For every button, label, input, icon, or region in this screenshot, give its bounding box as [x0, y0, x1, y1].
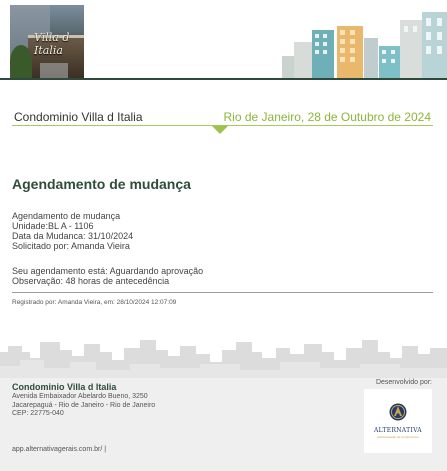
detail-type: Agendamento de mudança	[12, 211, 121, 221]
logo-text: ALTERNATIVA	[374, 427, 422, 434]
page-title: Agendamento de mudança	[12, 176, 191, 192]
alternativa-logo[interactable]	[364, 389, 432, 453]
footer-condo-name: Condominio Villa d Italia	[12, 382, 117, 392]
detail-move-date: Data da Mudanca: 31/10/2024	[12, 231, 134, 241]
detail-unit: Unidade:BL A - 1106	[12, 221, 94, 231]
observation-line: Observação: 48 horas de antecedência	[12, 276, 170, 286]
booking-details	[12, 211, 133, 251]
status-line: Seu agendamento está: Aguardando aprovação	[12, 266, 204, 276]
footer-link[interactable]: app.alternativagerais.com.br/ |	[12, 446, 107, 453]
address-line: Avenida Embaixador Abelardo Bueno, 3250	[12, 393, 148, 400]
date-line: Rio de Janeiro, 28 de Outubro de 2024	[223, 110, 431, 124]
photo-sign-text: Villa d Italia	[34, 31, 70, 57]
address-line: Jacarepaguá - Rio de Janeiro - Rio de Janeiro	[12, 401, 156, 409]
address-line: CEP: 22775-040	[12, 410, 64, 417]
city-skyline-illustration	[282, 12, 447, 78]
footer-address	[12, 393, 155, 419]
registered-info: Registrado por: Amanda Vieira, em: 28/10/2024 12:07:09	[12, 299, 177, 306]
condo-name: Condominio Villa d Italia	[14, 110, 143, 124]
booking-status	[12, 266, 203, 286]
logo-subtext: Administração de Condomínios	[377, 435, 419, 439]
building-photo	[10, 5, 84, 79]
content-divider	[12, 292, 433, 293]
city-skyline-silhouette	[0, 338, 447, 378]
email-header	[0, 0, 447, 80]
developed-by-label: Desenvolvido por:	[375, 379, 432, 386]
pointer-triangle-icon	[212, 126, 228, 134]
logo-emblem-icon	[389, 402, 407, 422]
detail-requested-by: Solicitado por: Amanda Vieira	[12, 241, 130, 251]
header-divider	[0, 78, 447, 80]
